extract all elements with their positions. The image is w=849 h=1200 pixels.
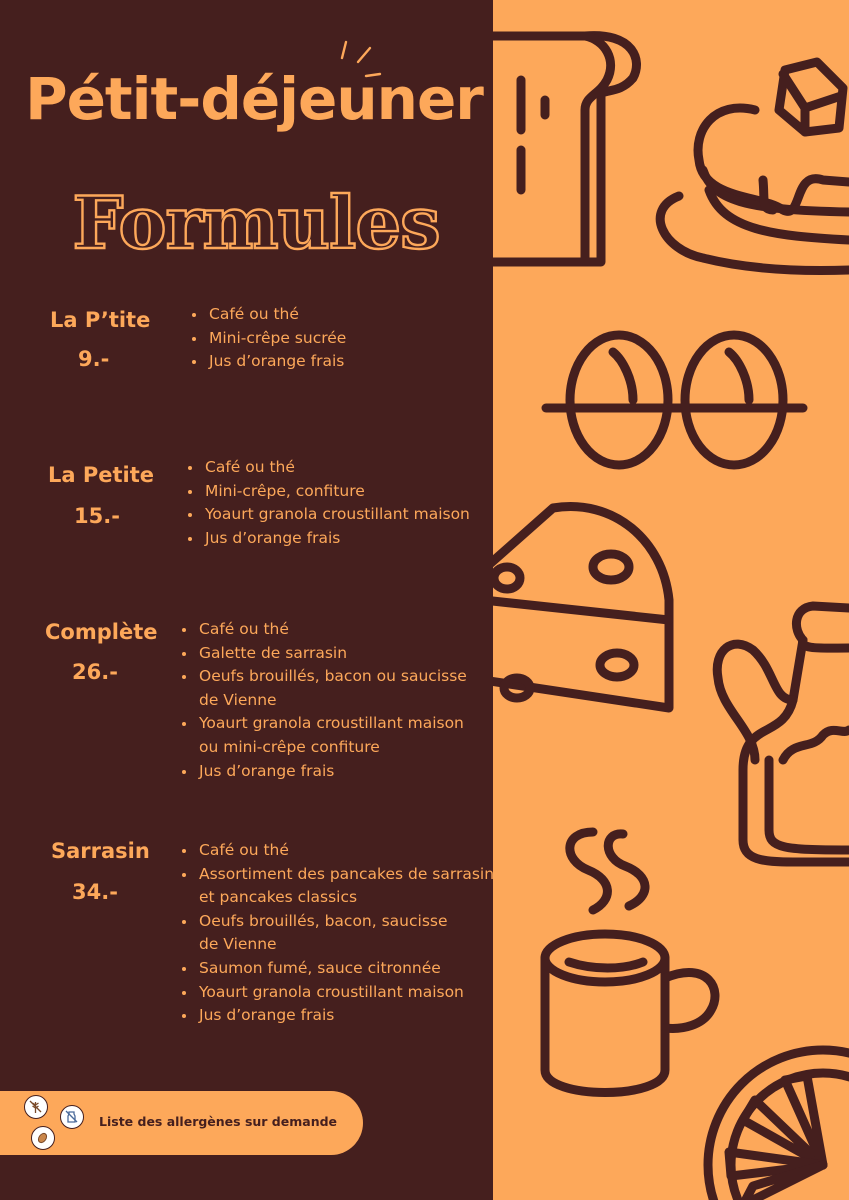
formula-name: La Petite <box>48 463 155 487</box>
list-item: Yoaurt granola croustillant maison <box>186 503 470 527</box>
lactose-icon <box>60 1105 84 1129</box>
formula-name: Complète <box>45 620 158 644</box>
formula-name: La P’tite <box>50 308 151 332</box>
illustration-panel <box>493 0 849 1200</box>
formula-price: 26.- <box>72 660 118 684</box>
list-item: Café ou thé <box>180 839 494 863</box>
list-item: et pancakes classics <box>199 888 358 907</box>
gluten-icon <box>24 1095 48 1119</box>
formula-price: 9.- <box>78 347 110 371</box>
formula-items <box>180 839 494 1028</box>
formula-price: 34.- <box>72 880 118 904</box>
list-item: Mini-crêpe sucrée <box>190 327 346 351</box>
formula-items <box>180 618 467 783</box>
list-item: Café ou thé <box>180 618 467 642</box>
formula-name: Sarrasin <box>51 839 150 863</box>
list-item: de Vienne <box>199 935 277 954</box>
list-item: Café ou thé <box>186 456 470 480</box>
formula-price: 15.- <box>74 504 120 528</box>
list-item: Oeufs brouillés, bacon, saucisse <box>180 910 494 934</box>
allergen-banner <box>0 1091 363 1155</box>
list-item: Yoaurt granola croustillant maison <box>180 712 467 736</box>
page-title: Pétit-déjeuner <box>25 65 483 133</box>
list-item: Mini-crêpe, confiture <box>186 480 470 504</box>
list-item: Jus d’orange frais <box>180 760 467 784</box>
formula-items <box>186 456 470 550</box>
list-item: Assortiment des pancakes de sarrasin <box>180 863 494 887</box>
list-item: Café ou thé <box>190 303 346 327</box>
allergen-note: Liste des allergènes sur demande <box>99 1114 338 1129</box>
list-item: Oeufs brouillés, bacon ou saucisse <box>180 665 467 689</box>
nut-icon <box>31 1126 55 1150</box>
page-subtitle: Formules <box>72 180 440 265</box>
list-item: Jus d’orange frais <box>190 350 346 374</box>
list-item: de Vienne <box>199 690 277 709</box>
list-item: Galette de sarrasin <box>180 642 467 666</box>
list-item: Saumon fumé, sauce citronnée <box>180 957 494 981</box>
list-item: Jus d’orange frais <box>180 1004 494 1028</box>
list-item: Jus d’orange frais <box>186 527 470 551</box>
list-item: Yoaurt granola croustillant maison <box>180 981 494 1005</box>
formula-items <box>190 303 346 374</box>
list-item: ou mini-crêpe confiture <box>199 737 380 756</box>
